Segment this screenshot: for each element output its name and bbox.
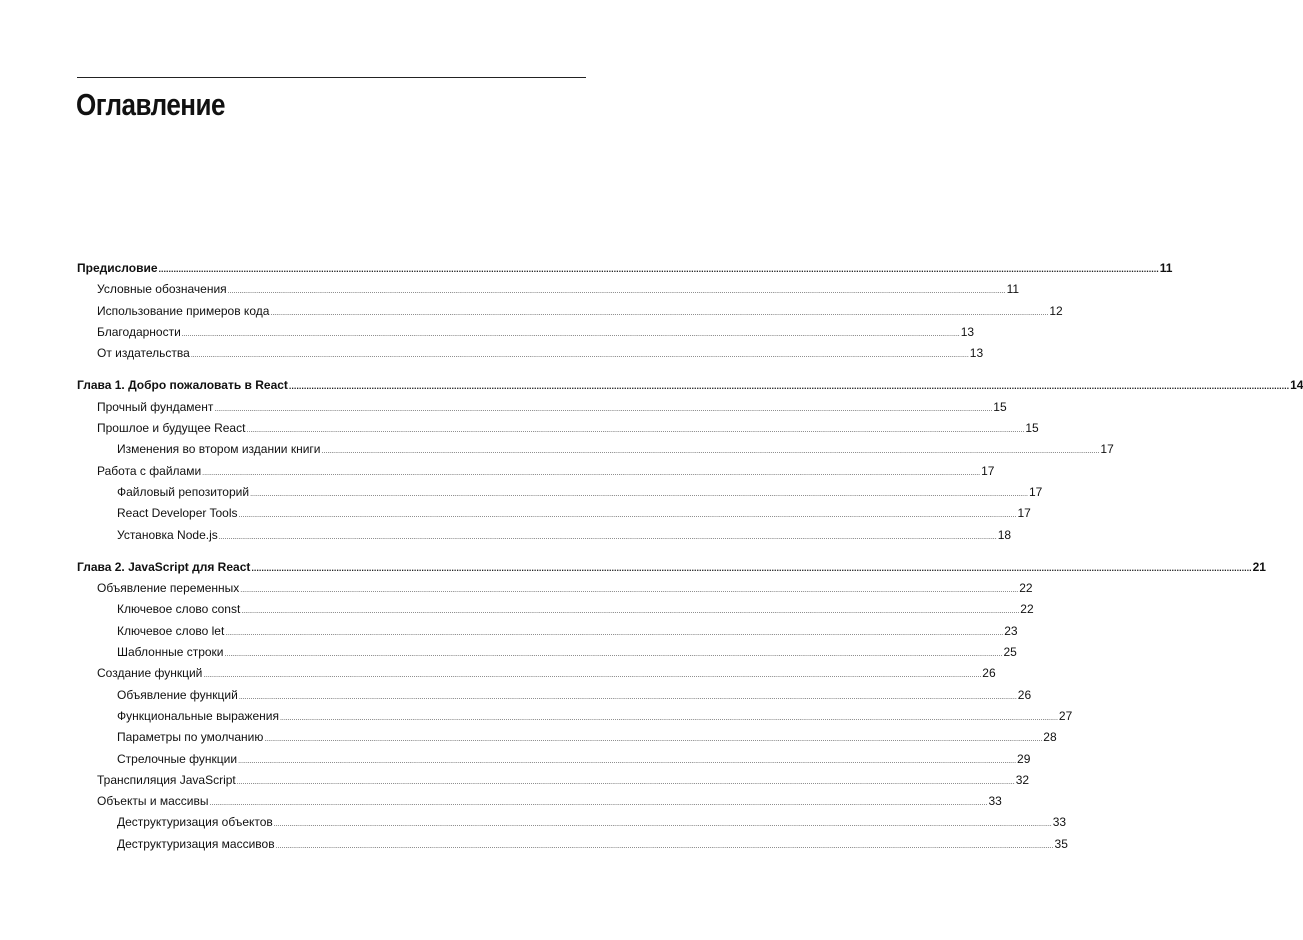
toc-dot-leader: ................................................................................................................................................................................................................................................................................................................................................................................................................ [158, 264, 1159, 274]
toc-entry[interactable] [77, 599, 1034, 620]
toc-entry-title: Ключевое слово let [117, 623, 225, 638]
toc-entry-title: Благодарности [97, 324, 181, 339]
toc-dot-leader: ................................................................................................................................................................................................................................................................................................................................................................................................................ [190, 352, 969, 360]
toc-page-number: 27 [1058, 708, 1073, 723]
toc-page-number: 18 [997, 527, 1012, 542]
toc-page-number: 14 [1290, 378, 1303, 393]
toc-page-number: 25 [1003, 645, 1017, 660]
toc-entry[interactable] [77, 663, 996, 684]
toc-dot-leader: ................................................................................................................................................................................................................................................................................................................................................................................................................ [202, 469, 981, 477]
toc-dot-leader: ................................................................................................................................................................................................................................................................................................................................................................................................................ [224, 651, 1003, 659]
toc-entry-title: Изменения во втором издании книги [117, 442, 321, 457]
toc-entry-title: Предисловие [77, 261, 158, 275]
toc-entry-title: От издательства [97, 346, 190, 361]
toc-page-number: 15 [993, 399, 1007, 414]
toc-dot-leader: ................................................................................................................................................................................................................................................................................................................................................................................................................ [225, 629, 1004, 637]
toc-page-number: 29 [1017, 751, 1031, 766]
toc-entry-title: Глава 1. Добро пожаловать в React [77, 378, 288, 393]
toc-page-number: 12 [1049, 303, 1063, 318]
toc-entry[interactable] [77, 621, 1018, 642]
toc-chapter-entry[interactable] [77, 557, 1266, 578]
toc-entry-title: Шаблонные строки [117, 645, 224, 660]
toc-dot-leader: ................................................................................................................................................................................................................................................................................................................................................................................................................ [238, 512, 1017, 520]
toc-entry-title: Создание функций [97, 666, 203, 681]
toc-entry-title: Прошлое и будущее React [97, 421, 246, 436]
toc-page-number: 33 [1052, 815, 1067, 830]
toc-entry[interactable] [77, 525, 1012, 546]
toc-entry[interactable] [77, 418, 1039, 439]
toc-page-number: 33 [988, 794, 1002, 809]
toc-dot-leader: ................................................................................................................................................................................................................................................................................................................................................................................................................ [236, 778, 1015, 786]
toc-entry-title: Ключевое слово const [117, 602, 241, 617]
toc-page-number: 11 [1159, 261, 1173, 275]
toc-entry-title: React Developer Tools [117, 506, 238, 521]
toc-page-number: 23 [1004, 623, 1018, 638]
toc-entry-title: Деструктуризация массивов [117, 836, 275, 851]
toc-entry[interactable] [77, 749, 1031, 770]
toc-entry[interactable] [77, 322, 975, 343]
toc-dot-leader: ................................................................................................................................................................................................................................................................................................................................................................................................................ [251, 562, 1252, 573]
toc-entry[interactable] [77, 706, 1073, 727]
toc-entry[interactable] [77, 503, 1031, 524]
toc-page-number: 13 [969, 346, 984, 361]
toc-dot-leader: ................................................................................................................................................................................................................................................................................................................................................................................................................ [270, 309, 1049, 317]
toc-entry-title: Объявление функций [117, 687, 238, 702]
toc-dot-leader: ................................................................................................................................................................................................................................................................................................................................................................................................................ [218, 533, 997, 541]
toc-dot-leader: ................................................................................................................................................................................................................................................................................................................................................................................................................ [275, 842, 1054, 850]
toc-entry[interactable] [77, 685, 1032, 706]
toc-dot-leader: ................................................................................................................................................................................................................................................................................................................................................................................................................ [279, 714, 1058, 722]
toc-dot-leader: ................................................................................................................................................................................................................................................................................................................................................................................................................ [250, 490, 1028, 498]
table-of-contents [77, 258, 1303, 855]
toc-dot-leader: ................................................................................................................................................................................................................................................................................................................................................................................................................ [273, 821, 1052, 829]
toc-page-number: 11 [1006, 282, 1020, 297]
toc-entry[interactable] [77, 834, 1068, 855]
toc-dot-leader: ................................................................................................................................................................................................................................................................................................................................................................................................................ [181, 330, 960, 338]
toc-dot-leader: ................................................................................................................................................................................................................................................................................................................................................................................................................ [238, 693, 1017, 701]
toc-dot-leader: ................................................................................................................................................................................................................................................................................................................................................................................................................ [321, 448, 1100, 456]
top-rule [77, 77, 586, 78]
toc-page-number: 13 [960, 324, 975, 339]
toc-entry-title: Функциональные выражения [117, 708, 279, 723]
toc-entry[interactable] [77, 642, 1017, 663]
toc-page-number: 26 [1017, 687, 1032, 702]
toc-dot-leader: ................................................................................................................................................................................................................................................................................................................................................................................................................ [264, 736, 1043, 744]
toc-entry[interactable] [77, 727, 1057, 748]
toc-entry[interactable] [77, 343, 984, 364]
toc-page-number: 28 [1043, 730, 1057, 745]
toc-entry[interactable] [77, 397, 1007, 418]
toc-entry-title: Стрелочные функции [117, 751, 238, 766]
toc-entry-title: Работа с файлами [97, 463, 202, 478]
toc-entry[interactable] [77, 770, 1030, 791]
toc-page-number: 17 [1029, 484, 1043, 499]
toc-dot-leader: ................................................................................................................................................................................................................................................................................................................................................................................................................ [227, 288, 1006, 296]
toc-entry[interactable] [77, 301, 1063, 322]
toc-entry-title: Объекты и массивы [97, 794, 209, 809]
toc-page-number: 22 [1019, 581, 1033, 596]
toc-page-number: 35 [1054, 836, 1068, 851]
toc-entry[interactable] [77, 482, 1043, 503]
toc-entry-title: Прочный фундамент [97, 399, 214, 414]
toc-entry[interactable] [77, 439, 1114, 460]
toc-entry-title: Транспиляция JavaScript [97, 772, 236, 787]
toc-entry-title: Объявление переменных [97, 581, 240, 596]
toc-page-number: 26 [982, 666, 996, 681]
toc-dot-leader: ................................................................................................................................................................................................................................................................................................................................................................................................................ [214, 405, 993, 413]
toc-page-number: 17 [1017, 506, 1031, 521]
toc-entry[interactable] [77, 578, 1033, 599]
toc-entry[interactable] [77, 812, 1067, 833]
toc-chapter-entry[interactable] [77, 258, 1173, 279]
toc-entry-title: Условные обозначения [97, 282, 227, 297]
toc-entry-title: Файловый репозиторий [117, 484, 250, 499]
toc-entry-title: Использование примеров кода [97, 303, 270, 318]
toc-chapter-entry[interactable] [77, 375, 1303, 396]
toc-dot-leader: ................................................................................................................................................................................................................................................................................................................................................................................................................ [240, 587, 1019, 595]
toc-entry[interactable] [77, 791, 1002, 812]
toc-entry-title: Деструктуризация объектов [117, 815, 273, 830]
toc-dot-leader: ................................................................................................................................................................................................................................................................................................................................................................................................................ [241, 608, 1020, 616]
toc-page-number: 17 [981, 463, 995, 478]
toc-page-number: 17 [1100, 442, 1114, 457]
toc-entry-title: Параметры по умолчанию [117, 730, 264, 745]
toc-dot-leader: ................................................................................................................................................................................................................................................................................................................................................................................................................ [203, 672, 982, 680]
toc-page-number: 15 [1025, 421, 1039, 436]
toc-dot-leader: ................................................................................................................................................................................................................................................................................................................................................................................................................ [246, 427, 1025, 435]
toc-page-number: 22 [1020, 602, 1034, 617]
toc-dot-leader: ................................................................................................................................................................................................................................................................................................................................................................................................................ [209, 800, 988, 808]
toc-dot-leader: ................................................................................................................................................................................................................................................................................................................................................................................................................ [288, 381, 1290, 392]
page-title: Оглавление [76, 87, 226, 122]
toc-entry-title: Установка Node.js [117, 527, 218, 542]
toc-entry-title: Глава 2. JavaScript для React [77, 559, 251, 574]
toc-dot-leader: ................................................................................................................................................................................................................................................................................................................................................................................................................ [238, 757, 1017, 765]
toc-page-number: 21 [1252, 559, 1266, 574]
toc-entry[interactable] [77, 461, 995, 482]
toc-entry[interactable] [77, 279, 1020, 300]
toc-page-number: 32 [1015, 772, 1030, 787]
